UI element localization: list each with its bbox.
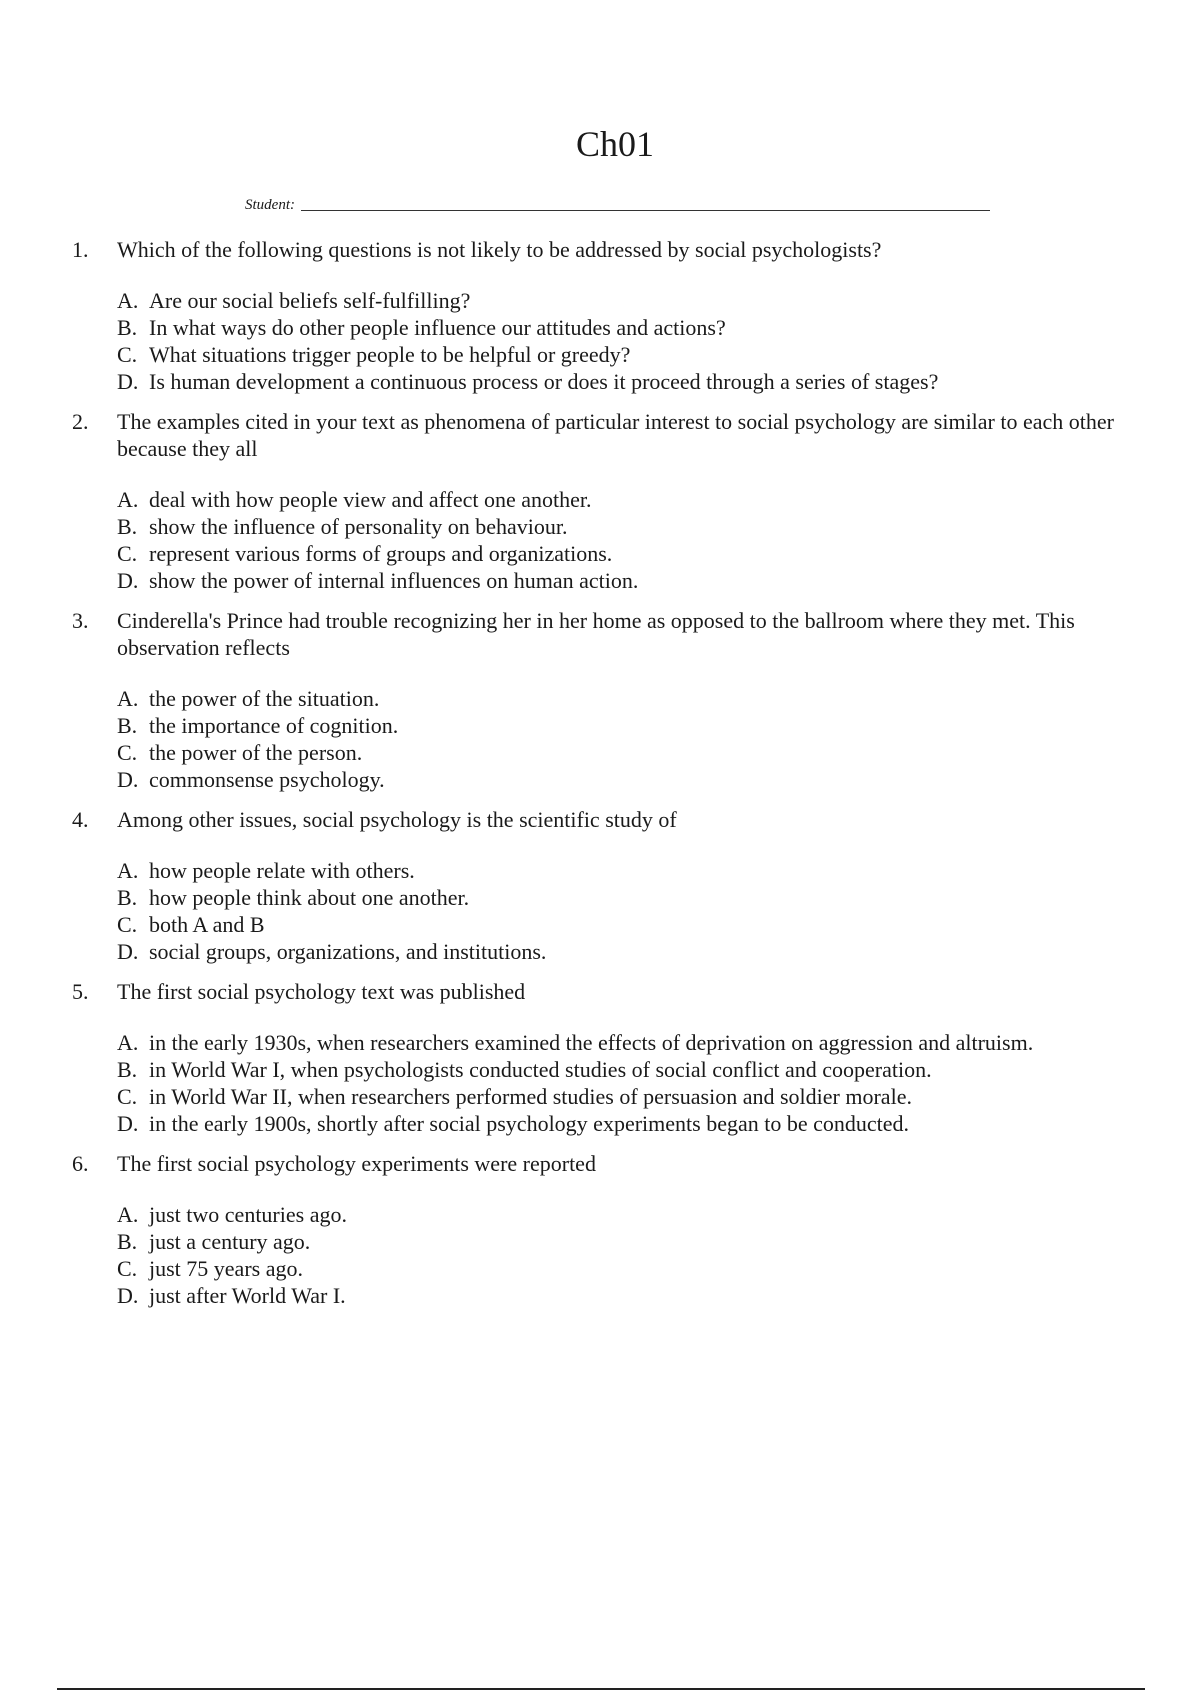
student-label: Student: (245, 197, 295, 213)
choice-text: deal with how people view and affect one another. (149, 487, 592, 512)
answer-choice (117, 766, 1168, 793)
question-stem: The examples cited in your text as phenomena of particular interest to social psychology are similar to each other because they all (117, 409, 1114, 461)
question-body (117, 1150, 1168, 1309)
answer-choice (117, 567, 1168, 594)
choice-letter: A. (117, 686, 139, 711)
question-4 (72, 806, 1168, 965)
choice-text: the power of the person. (149, 740, 363, 765)
choice-text: the importance of cognition. (149, 713, 399, 738)
choice-text: commonsense psychology. (149, 767, 385, 792)
question-number: 4. (72, 807, 89, 832)
question-1 (72, 236, 1168, 395)
choice-letter: C. (117, 541, 138, 566)
choice-text: how people relate with others. (149, 858, 415, 883)
answer-choice (117, 911, 1168, 938)
choice-letter: B. (117, 885, 138, 910)
question-stem: Cinderella's Prince had trouble recognizing her in her home as opposed to the ballroom where they met. This observation reflects (117, 608, 1075, 660)
answer-choice (117, 314, 1168, 341)
choice-text: just two centuries ago. (149, 1202, 347, 1227)
student-name-line[interactable] (301, 192, 990, 211)
answer-choices (117, 857, 1168, 965)
question-body (117, 408, 1168, 594)
answer-choice (117, 1083, 1168, 1110)
choice-letter: D. (117, 369, 139, 394)
answer-choice (117, 938, 1168, 965)
choice-text: just 75 years ago. (149, 1256, 303, 1281)
choice-letter: D. (117, 1283, 139, 1308)
choice-letter: D. (117, 939, 139, 964)
question-list (72, 236, 1168, 1322)
choice-letter: D. (117, 767, 139, 792)
choice-letter: B. (117, 713, 138, 738)
choice-letter: A. (117, 1030, 139, 1055)
answer-choice (117, 1056, 1168, 1083)
answer-choice (117, 685, 1168, 712)
question-stem: The first social psychology experiments were reported (117, 1151, 596, 1176)
answer-choice (117, 1282, 1168, 1309)
question-number: 1. (72, 237, 89, 262)
choice-letter: C. (117, 740, 138, 765)
answer-choice (117, 884, 1168, 911)
choice-text: how people think about one another. (149, 885, 470, 910)
choice-letter: C. (117, 912, 138, 937)
question-body (117, 236, 1168, 395)
answer-choice (117, 739, 1168, 766)
footer-rule (57, 1688, 1145, 1690)
choice-text: just after World War I. (149, 1283, 346, 1308)
choice-letter: C. (117, 1256, 138, 1281)
choice-letter: B. (117, 1057, 138, 1082)
choice-letter: D. (117, 568, 139, 593)
answer-choices (117, 486, 1168, 594)
answer-choice (117, 1255, 1168, 1282)
question-number: 5. (72, 979, 89, 1004)
choice-text: represent various forms of groups and organizations. (149, 541, 613, 566)
answer-choice (117, 486, 1168, 513)
answer-choice (117, 341, 1168, 368)
answer-choice (117, 540, 1168, 567)
answer-choice (117, 1110, 1168, 1137)
question-number: 2. (72, 409, 89, 434)
choice-text: in World War I, when psychologists conducted studies of social conflict and cooperation. (149, 1057, 932, 1082)
answer-choice (117, 857, 1168, 884)
choice-text: in World War II, when researchers performed studies of persuasion and soldier morale. (149, 1084, 912, 1109)
answer-choice (117, 368, 1168, 395)
answer-choice (117, 287, 1168, 314)
question-body (117, 806, 1168, 965)
answer-choices (117, 685, 1168, 793)
answer-choice (117, 1201, 1168, 1228)
student-field (245, 192, 990, 214)
choice-letter: A. (117, 288, 139, 313)
question-3 (72, 607, 1168, 793)
choice-letter: A. (117, 487, 139, 512)
question-body (117, 607, 1168, 793)
choice-text: What situations trigger people to be helpful or greedy? (149, 342, 631, 367)
choice-letter: D. (117, 1111, 139, 1136)
answer-choices (117, 287, 1168, 395)
choice-letter: A. (117, 1202, 139, 1227)
question-number: 3. (72, 608, 89, 633)
choice-letter: C. (117, 342, 138, 367)
answer-choices (117, 1029, 1168, 1137)
choice-text: in the early 1900s, shortly after social psychology experiments began to be conducted. (149, 1111, 910, 1136)
choice-text: show the influence of personality on behaviour. (149, 514, 568, 539)
question-2 (72, 408, 1168, 594)
answer-choice (117, 513, 1168, 540)
question-number: 6. (72, 1151, 89, 1176)
page-title: Ch01 (575, 124, 654, 164)
choice-text: in the early 1930s, when researchers examined the effects of deprivation on aggression and altruism. (149, 1030, 1034, 1055)
choice-text: Is human development a continuous process or does it proceed through a series of stages? (149, 369, 939, 394)
question-body (117, 978, 1168, 1137)
question-5 (72, 978, 1168, 1137)
question-stem: Which of the following questions is not likely to be addressed by social psychologists? (117, 237, 882, 262)
choice-text: just a century ago. (149, 1229, 311, 1254)
choice-text: In what ways do other people influence our attitudes and actions? (149, 315, 726, 340)
choice-text: social groups, organizations, and institutions. (149, 939, 547, 964)
question-stem: Among other issues, social psychology is the scientific study of (117, 807, 677, 832)
choice-letter: B. (117, 315, 138, 340)
question-6 (72, 1150, 1168, 1309)
question-stem: The first social psychology text was published (117, 979, 526, 1004)
answer-choice (117, 712, 1168, 739)
choice-letter: C. (117, 1084, 138, 1109)
answer-choice (117, 1228, 1168, 1255)
choice-text: Are our social beliefs self-fulfilling? (149, 288, 471, 313)
choice-text: show the power of internal influences on human action. (149, 568, 639, 593)
choice-letter: A. (117, 858, 139, 883)
choice-text: the power of the situation. (149, 686, 380, 711)
answer-choice (117, 1029, 1168, 1056)
choice-letter: B. (117, 1229, 138, 1254)
choice-letter: B. (117, 514, 138, 539)
answer-choices (117, 1201, 1168, 1309)
choice-text: both A and B (149, 912, 265, 937)
